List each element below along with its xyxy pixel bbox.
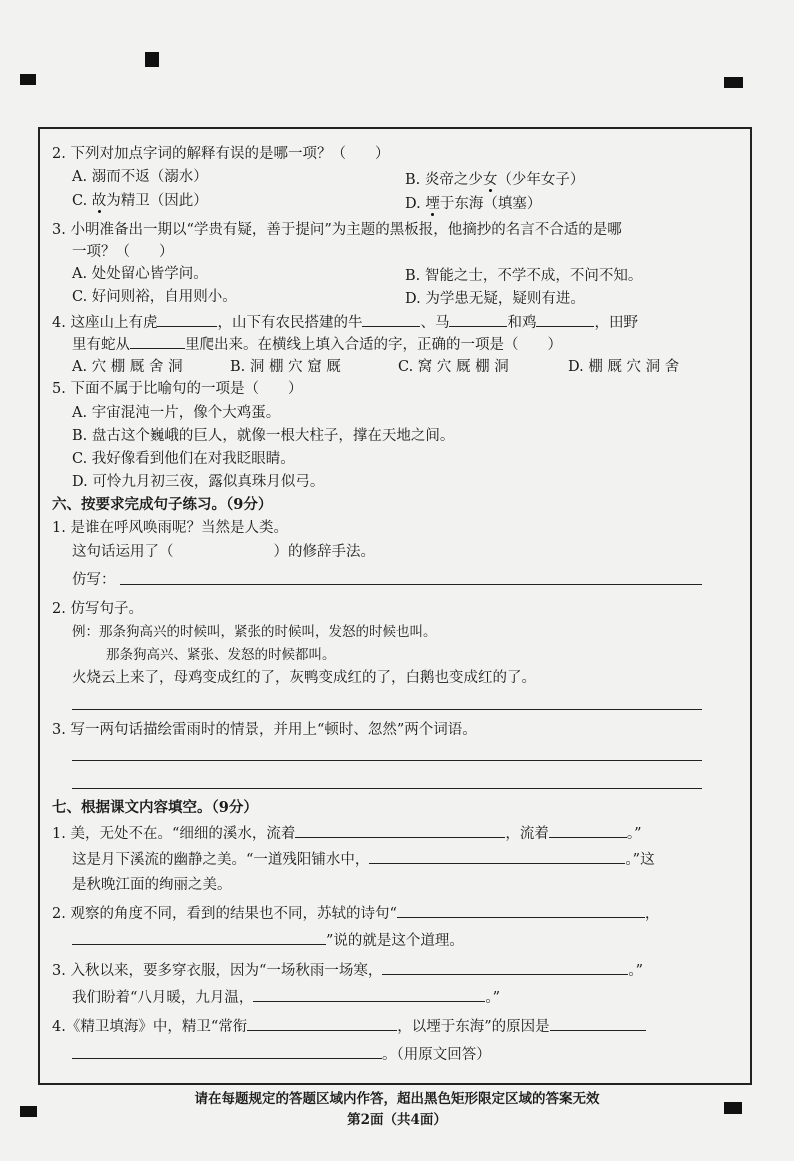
s6-q3-answer-line-2[interactable] <box>72 788 702 789</box>
s7-q2-line1: 2. 观察的角度不同，看到的结果也不同，苏轼的诗句“ ， <box>52 903 659 924</box>
s7-q2-line2: ”说的就是这个道理。 <box>72 930 464 951</box>
s7-q1-blank-3[interactable] <box>369 849 625 864</box>
page-number: 第2面（共4面） <box>347 1112 447 1128</box>
q3-option-b[interactable]: B. 智能之士，不学不成，不问不知。 <box>405 268 643 284</box>
q4-option-c[interactable]: C. 窝 穴 厩 棚 洞 <box>398 359 509 375</box>
s7-q1-line1: 1. 美，无处不在。“细细的溪水，流着 ，流着 。” <box>52 823 642 844</box>
s7-q3-blank-2[interactable] <box>253 987 485 1002</box>
q4-option-d[interactable]: D. 棚 厩 穴 洞 舍 <box>568 359 680 375</box>
q4-blank-5[interactable] <box>130 334 185 349</box>
s7-q4-line1: 4.《精卫填海》中，精卫“常衔 ，以堙于东海”的原因是 <box>52 1016 646 1037</box>
s7-q1-blank-1[interactable] <box>295 823 505 838</box>
s7-q4-blank-2[interactable] <box>550 1016 646 1031</box>
q5-option-d[interactable]: D. 可怜九月初三夜，露似真珠月似弓。 <box>72 474 325 490</box>
q3-stem-line1: 3. 小明准备出一期以“学贵有疑，善于提问”为主题的黑板报，他摘抄的名言不合适的是哪 <box>52 222 622 238</box>
s6-example-1: 例：那条狗高兴的时候叫，紧张的时候叫，发怒的时候也叫。 <box>72 624 437 640</box>
s6-example-2: 那条狗高兴、紧张、发怒的时候都叫。 <box>106 647 336 663</box>
s7-q1-line2: 这是月下溪流的幽静之美。“一道残阳铺水中， 。”这 <box>72 849 655 870</box>
q5-option-a[interactable]: A. 宇宙混沌一片，像个大鸡蛋。 <box>72 405 281 421</box>
q4-blank-4[interactable] <box>536 312 594 327</box>
s7-q1-blank-2[interactable] <box>549 823 627 838</box>
q3-stem-line2: 一项？（ ） <box>72 244 174 260</box>
q2-option-a[interactable]: A. 溺而不返（溺水） <box>72 169 208 185</box>
s6-q1: 1. 是谁在呼风唤雨呢？当然是人类。 <box>52 520 288 536</box>
s6-q3: 3. 写一两句话描绘雷雨时的情景，并用上“顿时、忽然”两个词语。 <box>52 722 477 738</box>
q4-blank-1[interactable] <box>157 312 217 327</box>
s7-q4-blank-3[interactable] <box>72 1044 382 1059</box>
s6-q1-rhetoric: 这句话运用了（ ）的修辞手法。 <box>72 544 375 560</box>
s6-imitate-label: 仿写： <box>72 572 116 588</box>
q2-stem: 2. 下列对加点字词的解释有误的是哪一项？（ ） <box>52 146 390 162</box>
s7-q2-blank-1[interactable] <box>397 903 645 918</box>
q2-option-d[interactable]: D. 堙于东海（填塞） <box>405 196 542 212</box>
registration-mark-top-center <box>145 52 159 67</box>
q5-option-b[interactable]: B. 盘古这个巍峨的巨人，就像一根大柱子，撑在天地之间。 <box>72 428 455 444</box>
q2-option-c[interactable]: C. 故为精卫（因此） <box>72 193 208 209</box>
q3-option-a[interactable]: A. 处处留心皆学问。 <box>72 266 208 282</box>
s6-q2-sentence: 火烧云上来了，母鸡变成红的了，灰鸭变成红的了，白鹅也变成红的了。 <box>72 670 536 686</box>
s7-q3-line1: 3. 入秋以来，要多穿衣服，因为“一场秋雨一场寒， 。” <box>52 960 643 981</box>
section-6-title: 六、按要求完成句子练习。（9分） <box>52 496 273 513</box>
q2-option-b[interactable]: B. 炎帝之少女（少年女子） <box>405 172 585 188</box>
q3-option-d[interactable]: D. 为学患无疑，疑则有进。 <box>405 291 585 307</box>
s7-q4-line2: 。（用原文回答） <box>72 1044 491 1065</box>
q4-option-a[interactable]: A. 穴 棚 厩 舍 洞 <box>72 359 183 375</box>
q4-stem-line1: 4. 这座山上有虎 ，山下有农民搭建的牛 、马 和鸡 ，田野 <box>52 312 638 333</box>
s7-q4-blank-1[interactable] <box>247 1016 397 1031</box>
q4-stem-line2: 里有蛇从 里爬出来。在横线上填入合适的字，正确的一项是（ ） <box>72 334 562 355</box>
s6-q2: 2. 仿写句子。 <box>52 601 143 617</box>
answer-area-notice: 请在每题规定的答题区域内作答，超出黑色矩形限定区域的答案无效 <box>194 1091 600 1107</box>
q3-option-c[interactable]: C. 好问则裕，自用则小。 <box>72 289 237 305</box>
registration-mark-top-left <box>20 74 36 85</box>
registration-mark-top-right <box>724 77 743 88</box>
s7-q1-line3: 是秋晚江面的绚丽之美。 <box>72 877 232 893</box>
q4-blank-2[interactable] <box>362 312 420 327</box>
s6-q2-answer-line[interactable] <box>72 709 702 710</box>
q4-blank-3[interactable] <box>449 312 507 327</box>
q5-option-c[interactable]: C. 我好像看到他们在对我眨眼睛。 <box>72 451 295 467</box>
s7-q3-line2: 我们盼着“八月暖，九月温， 。” <box>72 987 500 1008</box>
q5-stem: 5. 下面不属于比喻句的一项是（ ） <box>52 381 303 397</box>
s7-q2-blank-2[interactable] <box>72 930 326 945</box>
s6-imitate-answer-line[interactable] <box>120 584 702 585</box>
section-7-title: 七、根据课文内容填空。（9分） <box>52 799 258 816</box>
q4-option-b[interactable]: B. 洞 棚 穴 窟 厩 <box>230 359 341 375</box>
s7-q3-blank-1[interactable] <box>382 960 628 975</box>
s6-q3-answer-line-1[interactable] <box>72 760 702 761</box>
